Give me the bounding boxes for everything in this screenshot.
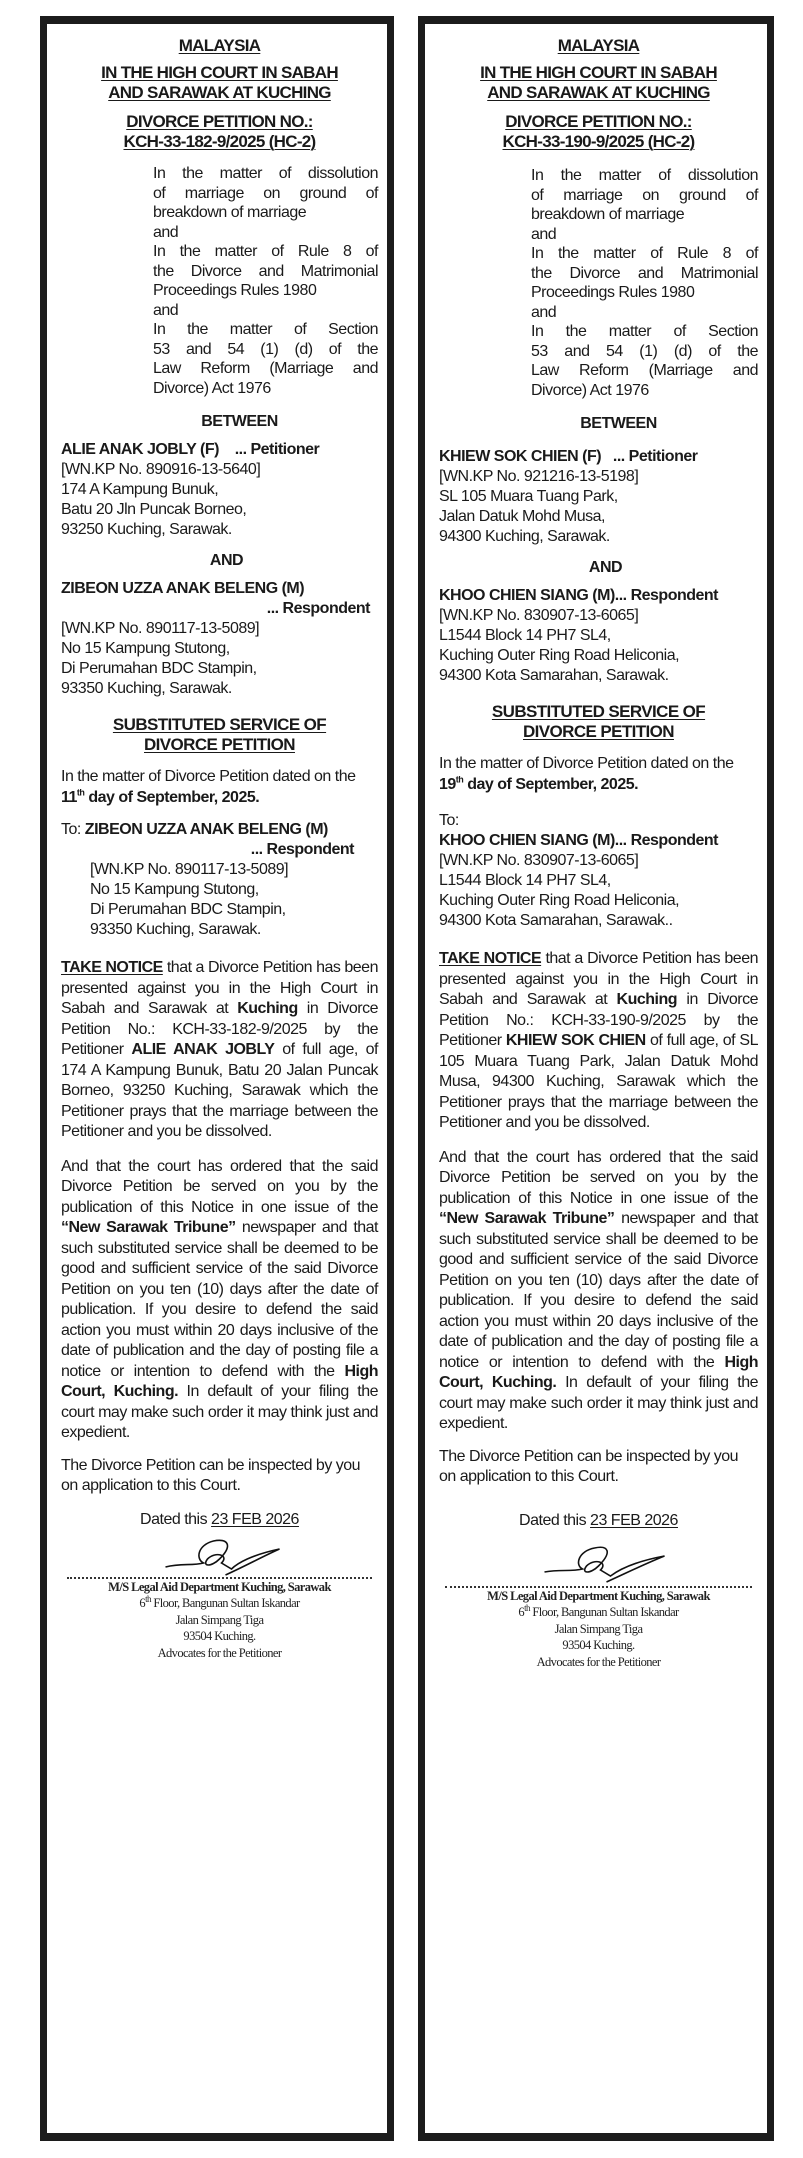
advocate-block <box>439 1588 758 1671</box>
respondent-role: ... Respondent <box>266 600 370 617</box>
matter-and: and <box>531 303 557 321</box>
petitioner-address-line: SL 105 Muara Tuang Park, <box>439 488 618 505</box>
inspect-paragraph: The Divorce Petition can be inspected by you on application to this Court. <box>439 1447 739 1485</box>
court-heading: IN THE HIGH COURT IN SABAH AND SARAWAK AT KUCHING <box>101 63 338 102</box>
petitioner-role: ... Petitioner <box>612 448 698 465</box>
to-name: KHOO CHIEN SIANG (M) <box>439 832 615 849</box>
firm-role: Advocates for the Petitioner <box>157 1645 282 1660</box>
respondent-block <box>439 586 758 686</box>
petition-date-paragraph: In the matter of Divorce Petition dated on the 11th day of September, 2025. <box>61 768 356 806</box>
firm-street: Jalan Simpang Tiga <box>175 1612 264 1627</box>
respondent-role: ... Respondent <box>614 587 719 604</box>
take-notice-paragraph: TAKE NOTICE that a Divorce Petition has been presented against you in the High Court in Sabah and Sarawak at Kuching in Divorce Petition No.: KCH-33-182-9/2025 by the Petitioner ALIE ANAK JOBLY of full age, of 174 A Kampung Bunuk, Batu 20 Jalan Puncak Borneo, 93250 Kuching, Sarawak which the Petitioner prays that the marriage between the Petitioner and you be dissolved. <box>61 959 378 1140</box>
respondent-address-line: L1544 Block 14 PH7 SL4, <box>439 627 611 644</box>
matter-line: the Divorce and Matrimonial <box>153 262 378 280</box>
matter-line: Divorce) Act 1976 <box>153 379 271 397</box>
matter-line: In the matter of dissolution <box>153 165 378 182</box>
respondent-ic: [WN.KP No. 830907-13-6065] <box>439 607 639 624</box>
respondent-address-line: Di Perumahan BDC Stampin, <box>61 660 257 677</box>
matter-line: of marriage on ground of <box>153 184 378 202</box>
to-address-line: 94300 Kota Samarahan, Sarawak.. <box>439 912 673 929</box>
country-heading: MALAYSIA <box>557 36 640 55</box>
matter-block <box>153 164 378 398</box>
signature-image <box>439 1542 758 1586</box>
substituted-service-heading: SUBSTITUTED SERVICE OF DIVORCE PETITION <box>491 702 706 741</box>
matter-block <box>531 166 758 400</box>
matter-line: Law Reform (Marriage and <box>531 362 758 379</box>
petitioner-address-line: 94300 Kuching, Sarawak. <box>439 528 610 545</box>
firm-floor: 6th Floor, Bangunan Sultan Iskandar <box>139 1593 300 1610</box>
matter-line: Divorce) Act 1976 <box>531 381 649 399</box>
firm-floor: 6th Floor, Bangunan Sultan Iskandar <box>518 1602 679 1619</box>
petitioner-block <box>439 447 758 547</box>
to-role: ... Respondent <box>250 841 354 858</box>
firm-role: Advocates for the Petitioner <box>536 1654 661 1669</box>
petitioner-address-line: 174 A Kampung Bunuk, <box>61 481 219 498</box>
matter-line: Proceedings Rules 1980 <box>153 282 317 299</box>
respondent-name: ZIBEON UZZA ANAK BELENG (M) <box>61 580 305 597</box>
firm-name: M/S Legal Aid Department Kuching, Sarawak <box>108 1579 331 1594</box>
and-heading: AND <box>209 552 244 569</box>
matter-line: the Divorce and Matrimonial <box>531 264 758 282</box>
respondent-name: KHOO CHIEN SIANG (M) <box>439 587 615 604</box>
dated-date: 23 FEB 2026 <box>590 1511 678 1529</box>
matter-line: Proceedings Rules 1980 <box>531 284 695 301</box>
advocate-block <box>61 1579 378 1662</box>
signature-icon <box>161 1533 291 1577</box>
dated-date: 23 FEB 2026 <box>211 1510 299 1528</box>
between-heading: BETWEEN <box>201 413 278 430</box>
to-block <box>439 811 758 931</box>
matter-line: 53 and 54 (1) (d) of the <box>153 340 378 358</box>
firm-name: M/S Legal Aid Department Kuching, Sarawak <box>487 1588 710 1603</box>
matter-and: and <box>153 301 179 319</box>
matter-line: In the matter of Section <box>531 323 758 340</box>
to-block <box>61 820 378 940</box>
dated-line: Dated this 23 FEB 2026 <box>519 1511 678 1529</box>
to-ic: [WN.KP No. 830907-13-6065] <box>439 852 639 869</box>
to-label: To: <box>61 821 81 838</box>
notice-left <box>40 16 394 2141</box>
signature-image <box>61 1533 378 1577</box>
matter-line: 53 and 54 (1) (d) of the <box>531 342 758 360</box>
court-heading: IN THE HIGH COURT IN SABAH AND SARAWAK AT KUCHING <box>480 63 717 102</box>
petition-date-paragraph: In the matter of Divorce Petition dated on the 19th day of September, 2025. <box>439 755 734 793</box>
matter-line: breakdown of marriage <box>153 204 307 221</box>
between-heading: BETWEEN <box>580 415 657 432</box>
petitioner-name: KHIEW SOK CHIEN (F) <box>439 448 602 465</box>
to-address-line: L1544 Block 14 PH7 SL4, <box>439 872 611 889</box>
inspect-paragraph: The Divorce Petition can be inspected by you on application to this Court. <box>61 1456 361 1494</box>
respondent-address-line: Kuching Outer Ring Road Heliconia, <box>439 647 680 664</box>
to-label: To: <box>439 812 459 829</box>
petition-number-heading: DIVORCE PETITION NO.: KCH-33-190-9/2025 (HC-2) <box>502 112 695 151</box>
petitioner-address-line: Batu 20 Jln Puncak Borneo, <box>61 501 247 518</box>
notice-right <box>418 16 774 2141</box>
order-paragraph: And that the court has ordered that the said Divorce Petition be served on you by the publication of this Notice in one issue of the “New Sarawak Tribune” newspaper and that such substituted service shall be deemed to be good and sufficient service of the said Divorce Petition on you ten (10) days after the date of publication. If you desire to defend the said action you must within 20 days inclusive of the date of publication and the day of posting file a notice or intention to defend with the High Court, Kuching. In default of your filing the court may make such order it may think just and expedient. <box>61 1157 379 1441</box>
firm-street: Jalan Simpang Tiga <box>554 1621 643 1636</box>
matter-and: and <box>153 223 179 241</box>
petitioner-address-line: 93250 Kuching, Sarawak. <box>61 521 232 538</box>
and-heading: AND <box>588 559 623 576</box>
firm-city: 93504 Kuching. <box>562 1638 635 1652</box>
to-ic: [WN.KP No. 890117-13-5089] <box>90 861 289 878</box>
matter-line: breakdown of marriage <box>531 206 685 223</box>
to-address-line: 93350 Kuching, Sarawak. <box>90 921 261 938</box>
petitioner-name: ALIE ANAK JOBLY (F) <box>61 441 219 458</box>
signature-icon <box>540 1542 670 1586</box>
petitioner-ic: [WN.KP No. 890916-13-5640] <box>61 461 261 478</box>
matter-line: In the matter of Rule 8 of <box>153 243 378 260</box>
petitioner-ic: [WN.KP No. 921216-13-5198] <box>439 468 639 485</box>
to-role: ... Respondent <box>614 832 719 849</box>
respondent-address-line: No 15 Kampung Stutong, <box>61 640 230 657</box>
matter-line: Law Reform (Marriage and <box>153 360 378 377</box>
respondent-address-line: 93350 Kuching, Sarawak. <box>61 680 232 697</box>
to-address-line: Di Perumahan BDC Stampin, <box>90 901 286 918</box>
respondent-address-line: 94300 Kota Samarahan, Sarawak. <box>439 667 669 684</box>
matter-line: In the matter of Rule 8 of <box>531 245 758 262</box>
respondent-block <box>61 579 378 699</box>
take-notice-paragraph: TAKE NOTICE that a Divorce Petition has been presented against you in the High Court in Sabah and Sarawak at Kuching in Divorce Petition No.: KCH-33-190-9/2025 by the Petitioner KHIEW SOK CHIEN of full age, of SL 105 Muara Tuang Park, Jalan Datuk Mohd Musa, 94300 Kuching, Sarawak which the Petitioner prays that the marriage between the Petitioner and you be dissolved. <box>439 950 759 1131</box>
to-name: ZIBEON UZZA ANAK BELENG (M) <box>84 821 328 838</box>
order-paragraph: And that the court has ordered that the said Divorce Petition be served on you by the publication of this Notice in one issue of the “New Sarawak Tribune” newspaper and that such substituted service shall be deemed to be good and sufficient service of the said Divorce Petition on you ten (10) days after the date of publication. If you desire to defend the said action you must within 20 days inclusive of the date of publication and the day of posting file a notice or intention to defend with the High Court, Kuching. In default of your filing the court may make such order it may think just and expedient. <box>439 1148 759 1432</box>
firm-city: 93504 Kuching. <box>183 1629 256 1643</box>
country-heading: MALAYSIA <box>178 36 261 55</box>
respondent-ic: [WN.KP No. 890117-13-5089] <box>61 620 260 637</box>
substituted-service-heading: SUBSTITUTED SERVICE OF DIVORCE PETITION <box>112 715 327 754</box>
to-address-line: Kuching Outer Ring Road Heliconia, <box>439 892 680 909</box>
matter-line: of marriage on ground of <box>531 186 758 204</box>
petition-number-heading: DIVORCE PETITION NO.: KCH-33-182-9/2025 (HC-2) <box>123 112 316 151</box>
dated-line: Dated this 23 FEB 2026 <box>140 1510 299 1528</box>
matter-line: In the matter of Section <box>153 321 378 338</box>
matter-line: In the matter of dissolution <box>531 167 758 184</box>
to-address-line: No 15 Kampung Stutong, <box>90 881 259 898</box>
matter-and: and <box>531 225 557 243</box>
petitioner-block <box>61 440 378 540</box>
petitioner-address-line: Jalan Datuk Mohd Musa, <box>439 508 605 525</box>
petitioner-role: ... Petitioner <box>234 441 320 458</box>
